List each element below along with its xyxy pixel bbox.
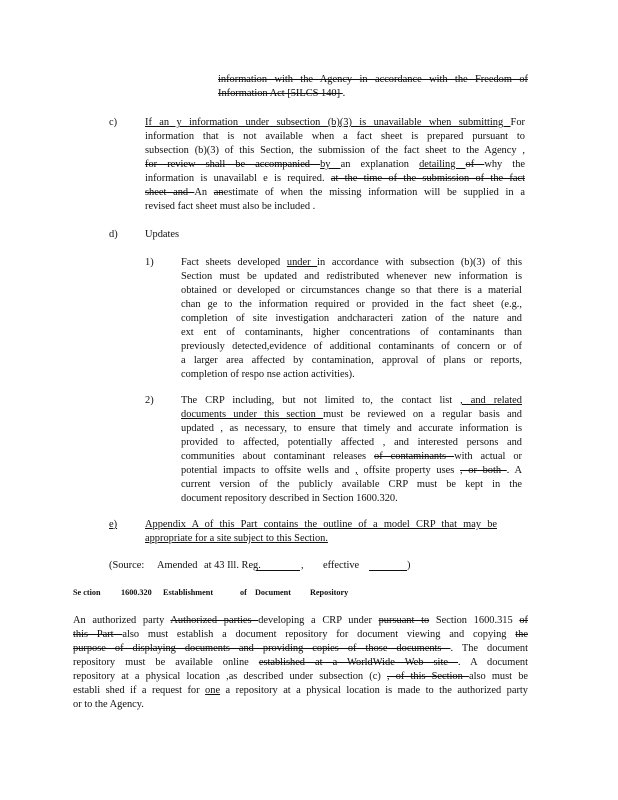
text-run: An authorized party [73,615,171,626]
text-run: a larger area affected by contamination, approval of plans or reports, [181,355,522,366]
text-run: Section 1600.315 [429,615,520,626]
text-run: . [506,465,510,476]
underlined-text: If an y information under subsection [145,117,328,128]
source-reg: at 43 Ill. Reg. [204,560,261,571]
section-title-1: Establishment [163,588,214,597]
text-line [181,298,522,312]
section-title-4: Repository [310,588,349,597]
text-run: document repository described in Section 1600.320. [181,493,398,504]
text-line [73,684,528,698]
struck-text: Information Act [5ILCS 140] [218,88,343,99]
text-line [73,670,528,684]
text-run: obtained or developed or circumstances change so that there is a material [181,285,522,296]
struck-text: established at a WorldWide Web site [258,657,458,668]
text-line [181,326,522,340]
text-run: in accordance with subsection (b)(3) of this [317,257,522,268]
text-run: also must be [468,671,529,682]
reg-blank [256,560,300,571]
struck-text: information with the Agency in accordance with the Freedom of [218,74,528,85]
text-run: establi shed if a request for [73,685,206,696]
item-d-label: d) [109,229,118,240]
text-run: Section must be updated and redistributed whenever new information is [181,271,522,282]
source-close: ) [407,560,411,571]
text-line [181,340,522,354]
text-line [181,256,522,270]
text-run: communities about contaminant releases [181,451,374,462]
text-run: why the [484,159,525,170]
source-open: (Source: [109,560,145,571]
struck-text: Authorized parties [170,615,259,626]
section-title-2: of [240,588,247,597]
text-run: , [226,671,229,682]
item-c-label: c) [109,117,118,128]
item-d2-label: 2) [145,395,154,406]
text-run: an explanation [340,159,420,170]
text-run: potential impacts to offsite wells and [181,465,356,476]
underlined-text: by [320,159,341,170]
underlined-text: , and related [460,395,522,406]
text-line [181,492,522,506]
text-line [181,464,522,478]
text-run: developing a CRP under [258,615,379,626]
item-e-label: e) [109,519,118,530]
struck-text: , or both [459,465,507,476]
text-line [181,478,522,492]
text-line [145,116,525,130]
struck-text: of [465,159,485,170]
text-run: updated , as necessary, to ensure that timely and accurate information is [181,423,522,434]
text-line [73,628,528,642]
text-run: estimate of when the missing information will be supplied in a [223,187,525,198]
text-line [181,354,522,368]
text-line [181,270,522,284]
text-run: current version of the publicly available CRP must be kept in the [181,479,522,490]
text-line [145,130,525,144]
text-line [73,698,528,712]
text-line [145,144,525,158]
text-run: . The document [450,643,528,654]
struck-text: of [519,615,528,626]
text-line [181,284,522,298]
text-line [181,394,522,408]
text-run: repository at a physical location [73,671,227,682]
text-run: revised fact sheet must also be included . [145,201,316,212]
source-effective: effective [323,560,360,571]
underlined-text: documents under this section [181,409,324,420]
text-run: Fact sheets developed [181,257,287,268]
text-run: information is unavailabl e is required. [145,173,331,184]
struck-text: at the time of the submission of the fact [330,173,525,184]
struck-text: sheet and [145,187,195,198]
text-line [145,532,497,546]
struck-text: this Part [73,629,123,640]
source-amended: Amended [157,560,198,571]
text-run: must be reviewed on a regular basis and [323,409,523,420]
underlined-text: under [286,257,318,268]
text-line [73,642,528,656]
text-run: For [510,117,525,128]
underlined-text: appropriate for a site subject to this Section. [145,533,328,544]
struck-text: , of this Section [386,671,469,682]
text-line [145,158,525,172]
text-run: a repository at a physical location is made to the authorized party [220,685,528,696]
section-number: 1600.320 [121,588,152,597]
text-run: provided to affected, potentially affected , and interested persons and [181,437,522,448]
text-run: completion of respo nse action activities). [181,369,355,380]
text-line [73,614,528,628]
section-title-3: Document [255,588,291,597]
text-run: information that is not available when a fact sheet is prepared pursuant to [145,131,525,142]
text-line [181,312,522,326]
text-line [145,200,525,214]
struck-text: an [213,187,224,198]
text-line [145,186,525,200]
text-run: also must establish a document repository for document viewing and copying [122,629,516,640]
section-word: Se ction [73,588,101,597]
text-line [218,87,528,101]
text-run: repository must be available online [73,657,259,668]
text-run: as described under subsection (c) [228,671,387,682]
text-line [181,450,522,464]
text-line [181,422,522,436]
underlined-text: Appendix A of this Part contains the outline of a model CRP that may be [145,519,497,530]
text-line [218,73,528,87]
text-line [181,408,522,422]
text-run: previously detected,evidence of additional contaminants of concern or of [181,341,522,352]
item-d-title: Updates [145,229,180,240]
text-run: completion of site investigation andcharacteri zation of the nature and [181,313,522,324]
struck-text: pursuant to [378,615,430,626]
underlined-text: , [355,465,358,476]
text-run: or to the Agency. [73,699,144,710]
text-run: chan ge to the information required or provided in the fact sheet (e.g., [181,299,522,310]
text-run: A [509,465,523,476]
underlined-text: one [205,685,221,696]
effective-blank [369,560,407,571]
underlined-text: (b)(3) is unavailable when submitting [327,117,511,128]
text-line [145,518,497,532]
text-run: offsite property uses [357,465,460,476]
text-run: ext ent of contaminants, higher concentrations of contaminants than [181,327,522,338]
struck-text: the [515,629,528,640]
text-run: The CRP including, but not limited to, the contact list [181,395,461,406]
struck-text: purpose of displaying documents and providing copies of those documents [73,643,451,654]
struck-text: for review shall be accompanied [145,159,321,170]
text-run: with actual or [454,451,522,462]
underlined-text: detailing [419,159,466,170]
text-run: subsection (b)(3) of this Section, the submission of the fact sheet to the Agency , [145,145,525,156]
text-line [181,368,522,382]
text-line [181,436,522,450]
text-line [73,656,528,670]
text-run: . A document [458,657,529,668]
text-line [145,172,525,186]
source-comma: , [301,560,304,571]
item-d1-label: 1) [145,257,154,268]
text-run: . [342,88,346,99]
text-run: An [194,187,214,198]
struck-text: of contaminants [374,451,455,462]
